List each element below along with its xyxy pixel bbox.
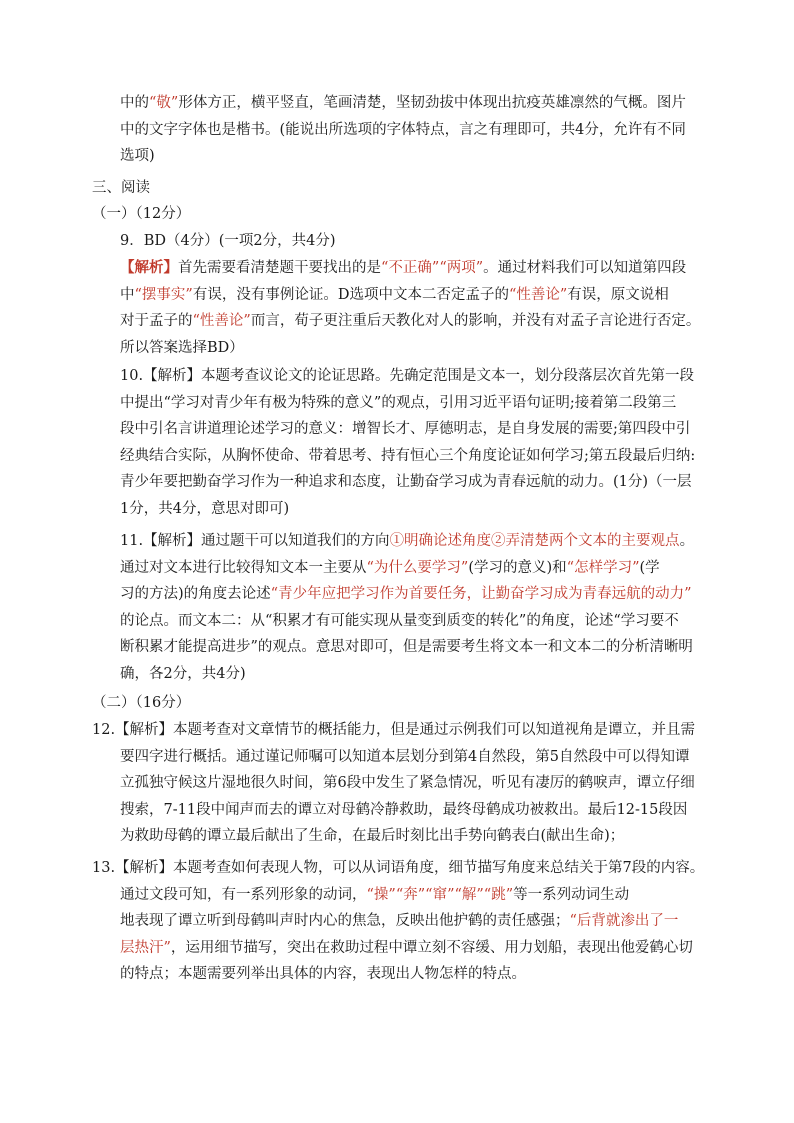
- q12-analysis: 12.【解析】本题考查对文章情节的概括能力，但是通过示例我们可以知道视角是谭立，并且需 要四字进行概括。通过谨记师嘱可以知道本层划分到第4自然段，第5自然段中可以得知谭 立孤独守候这片湿地很久时间，第6段中发生了紧急情况，听见有凄厉的鹤唳声，谭立仔细 搜索，7-11段中闻声而去的谭立对母鹤冷静救助，最终母鹤成功被救出。最后12-15段因 为救助母鹤的谭立最后献出了生命，在最后时刻比出手势向鹤表白(献出生命)；: [92, 722, 696, 844]
- intro-paragraph: 中的“敬”形体方正，横平竖直，笔画清楚，坚韧劲拔中体现出抗疫英雄凛然的气概。图片 中的文字字体也是楷书。(能说出所选项的字体特点，言之有理即可，共4分，允许有不同 选项): [120, 95, 686, 164]
- q11-analysis: 11.【解析】通过题干可以知道我们的方向①明确论述角度②弄清楚两个文本的主要观点。 通过对文本进行比较得知文本一主要从“为什么要学习”(学习的意义)和“怎样学习”(学 习的方法)的角度去论述“青少年应把学习作为首要任务，让勤奋学习成为青春远航的动力” 的论点。而文本二：从“积累才有可能实现从量变到质变的转化”的角度，论述“学习要不 断积累才能提高进步”的观点。意思对即可，但是需要考生将文本一和文本二的分析清晰明 确，各2分，共4分): [120, 533, 695, 682]
- section-title: 三、阅读: [92, 180, 150, 196]
- part1-header: （一）（12分）: [92, 206, 191, 222]
- q9-answer: 9．BD（4分）(一项2分，共4分): [120, 233, 336, 249]
- q13-analysis: 13.【解析】本题考查如何表现人物，可以从词语角度，细节描写角度来总结关于第7段的内容。 通过文段可知，有一系列形象的动词，“操”“奔”“窜”“解”“跳”等一系列动词生动 地表现了谭立听到母鹤叫声时内心的焦急，反映出他护鹤的责任感强；“后背就渗出了一 层热汗”，运用细节描写，突出在救助过程中谭立刻不容缓、用力划船，表现出他爱鹤心切 的特点；本题需要列举出具体的内容，表现出人物怎样的特点。: [92, 860, 705, 982]
- q10-analysis: 10.【解析】本题考查议论文的论证思路。先确定范围是文本一，划分段落层次首先第一段 中提出“学习对青少年有极为特殊的意义”的观点，引用习近平语句证明;接着第二段第三 段中引名言讲道理论述学习的意义：增智长才、厚德明志，是自身发展的需要;第四段中引 经典结合实际，从胸怀使命、带着思考、持有恒心三个角度论证如何学习;第五段最后归纳: 青少年要把勤奋学习作为一种追求和态度，让勤奋学习成为青春远航的动力。(1分)（一层 1分，共4分，意思对即可): [120, 368, 696, 517]
- q9-analysis: 【解析】首先需要看清楚题干要找出的是“不正确”“两项”。通过材料我们可以知道第四段 中“摆事实”有误，没有事例论证。D选项中文本二否定孟子的“性善论”有误，原文说相 对于孟子的“性善论”而言，荀子更注重后天教化对人的影响，并没有对孟子言论进行否定。 所以答案选择BD）: [120, 259, 701, 356]
- part2-header: （二）（16分）: [92, 695, 191, 711]
